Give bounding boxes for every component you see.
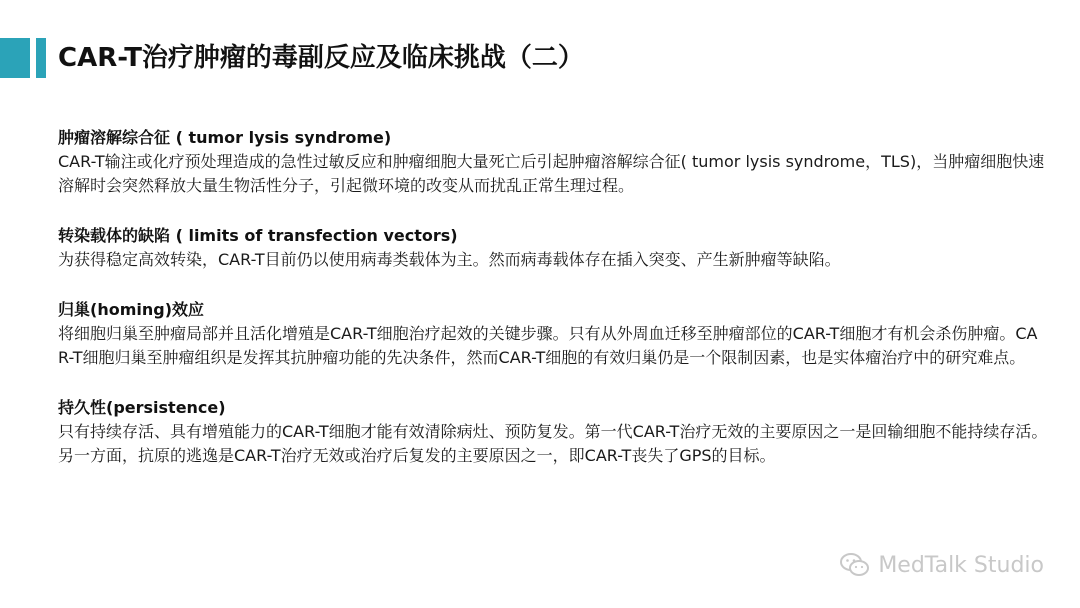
section-heading: 转染载体的缺陷 ( limits of transfection vectors) <box>58 226 458 245</box>
section-persistence <box>58 396 1048 468</box>
section-body: 只有持续存活、具有增殖能力的CAR-T细胞才能有效清除病灶、预防复发。第一代CAR-T治疗无效的主要原因之一是回输细胞不能持续存活。另一方面，抗原的逃逸是CAR-T治疗无效或治疗后复发的主要原因之一，即CAR-T丧失了GPS的目标。 <box>58 422 1048 465</box>
section-homing-effect <box>58 298 1048 370</box>
wechat-icon <box>840 552 870 578</box>
page-title: CAR-T治疗肿瘤的毒副反应及临床挑战（二） <box>58 43 584 73</box>
section-transfection-vectors <box>58 224 1048 272</box>
accent-bar-narrow <box>36 38 46 78</box>
watermark <box>840 552 1044 578</box>
content-area <box>58 126 1048 494</box>
section-body: CAR-T输注或化疗预处理造成的急性过敏反应和肿瘤细胞大量死亡后引起肿瘤溶解综合征( tumor lysis syndrome，TLS)，当肿瘤细胞快速溶解时会突然释放大量生物活性分子，引起微环境的改变从而扰乱正常生理过程。 <box>58 152 1045 195</box>
section-body: 将细胞归巢至肿瘤局部并且活化增殖是CAR-T细胞治疗起效的关键步骤。只有从外周血迁移至肿瘤部位的CAR-T细胞才有机会杀伤肿瘤。CAR-T细胞归巢至肿瘤组织是发挥其抗肿瘤功能的先决条件，然而CAR-T细胞的有效归巢仍是一个限制因素，也是实体瘤治疗中的研究难点。 <box>58 324 1038 367</box>
section-heading: 肿瘤溶解综合征 ( tumor lysis syndrome) <box>58 128 392 147</box>
section-heading: 持久性(persistence) <box>58 398 226 417</box>
accent-bar-wide <box>0 38 30 78</box>
watermark-text: MedTalk Studio <box>878 552 1044 578</box>
section-heading: 归巢(homing)效应 <box>58 300 205 319</box>
section-tumor-lysis-syndrome <box>58 126 1048 198</box>
title-accent-bars <box>0 38 60 78</box>
section-body: 为获得稳定高效转染，CAR-T目前仍以使用病毒类载体为主。然而病毒载体存在插入突变、产生新肿瘤等缺陷。 <box>58 250 841 269</box>
